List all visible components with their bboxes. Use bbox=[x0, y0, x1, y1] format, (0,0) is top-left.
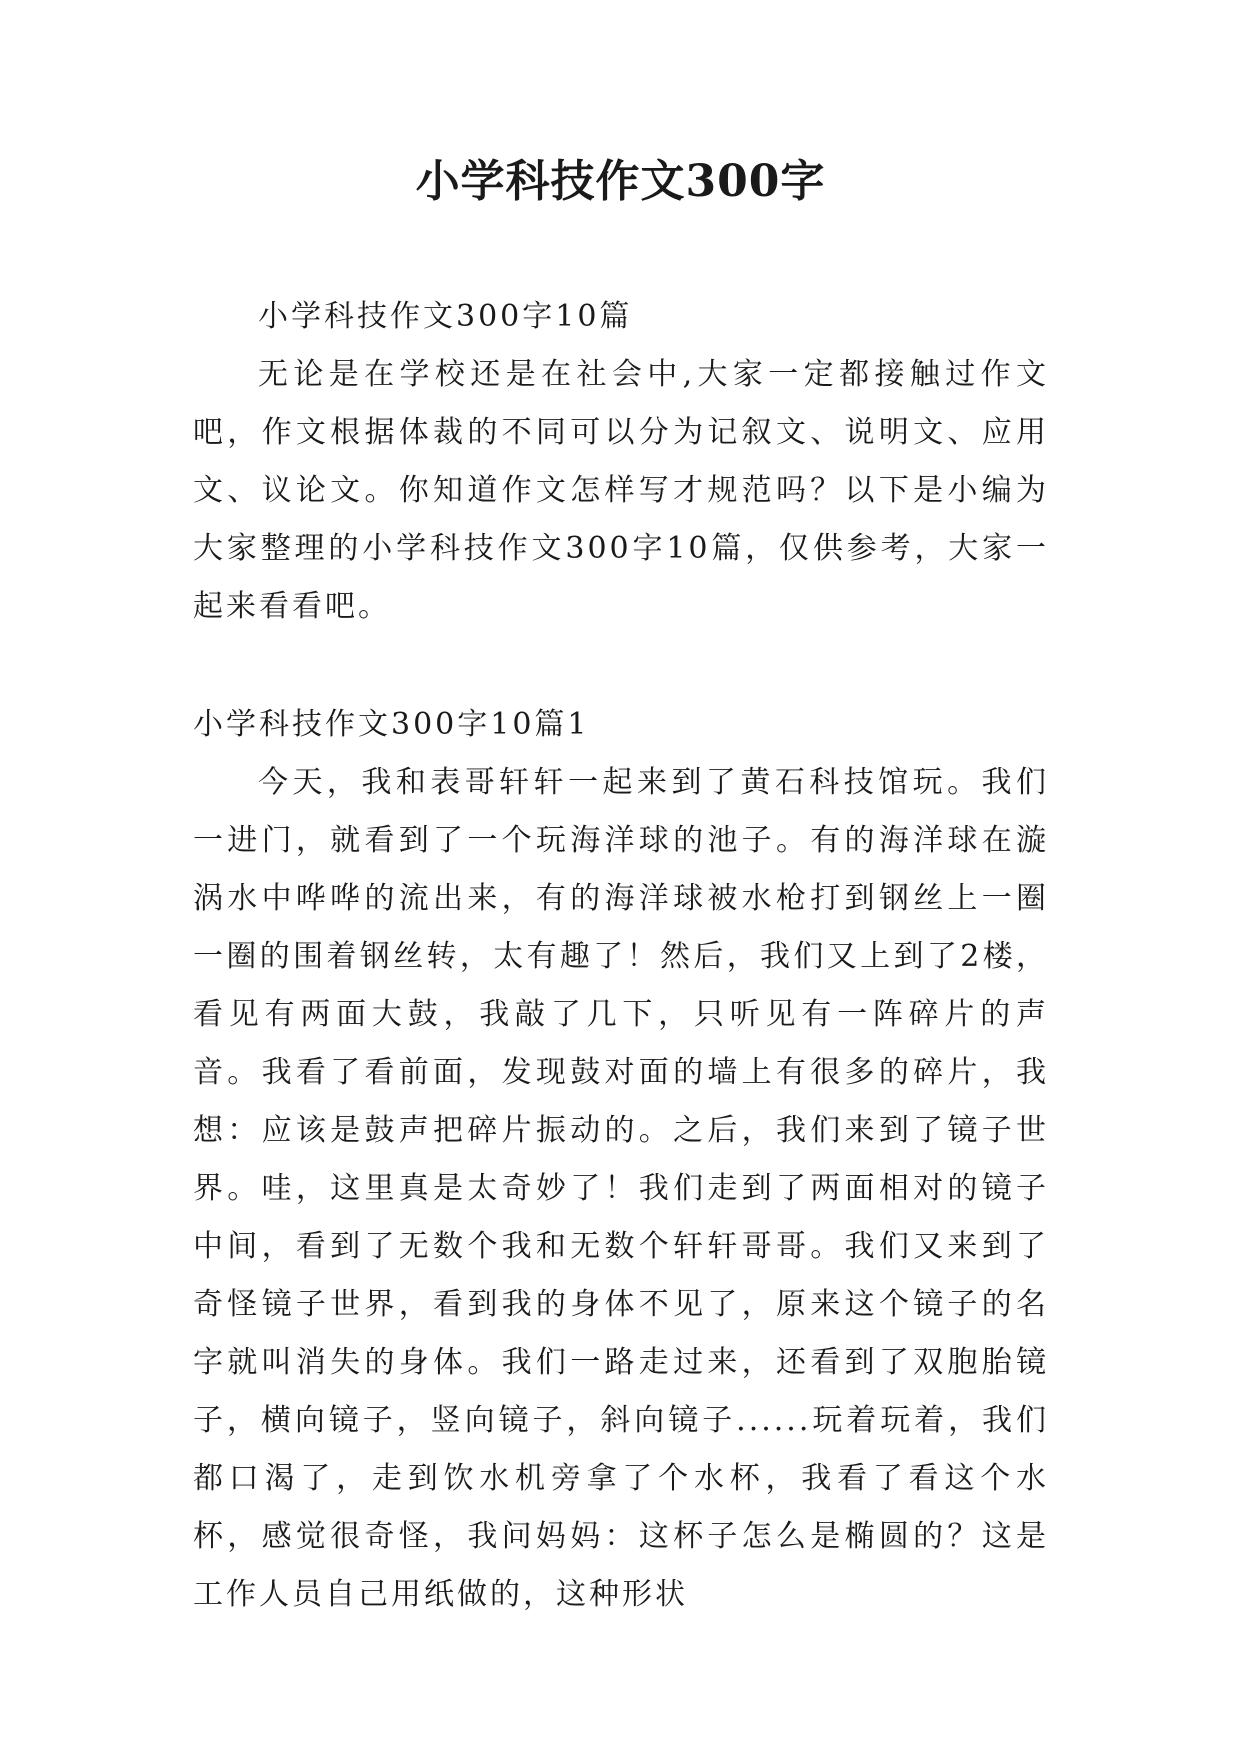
essay-paragraph: 今天，我和表哥轩轩一起来到了黄石科技馆玩。我们一进门，就看到了一个玩海洋球的池子。有的海洋球在漩涡水中哗哗的流出来，有的海洋球被水枪打到钢丝上一圈一圈的围着钢丝转，太有趣了！然后，我们又上到了2楼，看见有两面大鼓，我敲了几下，只听见有一阵碎片的声音。我看了看前面，发现鼓对面的墙上有很多的碎片，我想：应该是鼓声把碎片振动的。之后，我们来到了镜子世界。哇，这里真是太奇妙了！我们走到了两面相对的镜子中间，看到了无数个我和无数个轩轩哥哥。我们又来到了奇怪镜子世界，看到我的身体不见了，原来这个镜子的名字就叫消失的身体。我们一路走过来，还看到了双胞胎镜子，横向镜子，竖向镜子，斜向镜子......玩着玩着，我们都口渴了，走到饮水机旁拿了个水杯，我看了看这个水杯，感觉很奇怪，我问妈妈：这杯子怎么是椭圆的？这是工作人员自己用纸做的，这种形状 bbox=[193, 765, 1049, 1612]
page-title: 小学科技作文300字 bbox=[415, 156, 826, 207]
section-heading: 小学科技作文300字10篇1 bbox=[193, 707, 590, 742]
intro-paragraph: 无论是在学校还是在社会中,大家一定都接触过作文吧，作文根据体裁的不同可以分为记叙文、说明文、应用文、议论文。你知道作文怎样写才规范吗？以下是小编为大家整理的小学科技作文300字10篇，仅供参考，大家一起来看看吧。 bbox=[193, 357, 1049, 624]
document-subtitle: 小学科技作文300字10篇 bbox=[258, 299, 633, 334]
